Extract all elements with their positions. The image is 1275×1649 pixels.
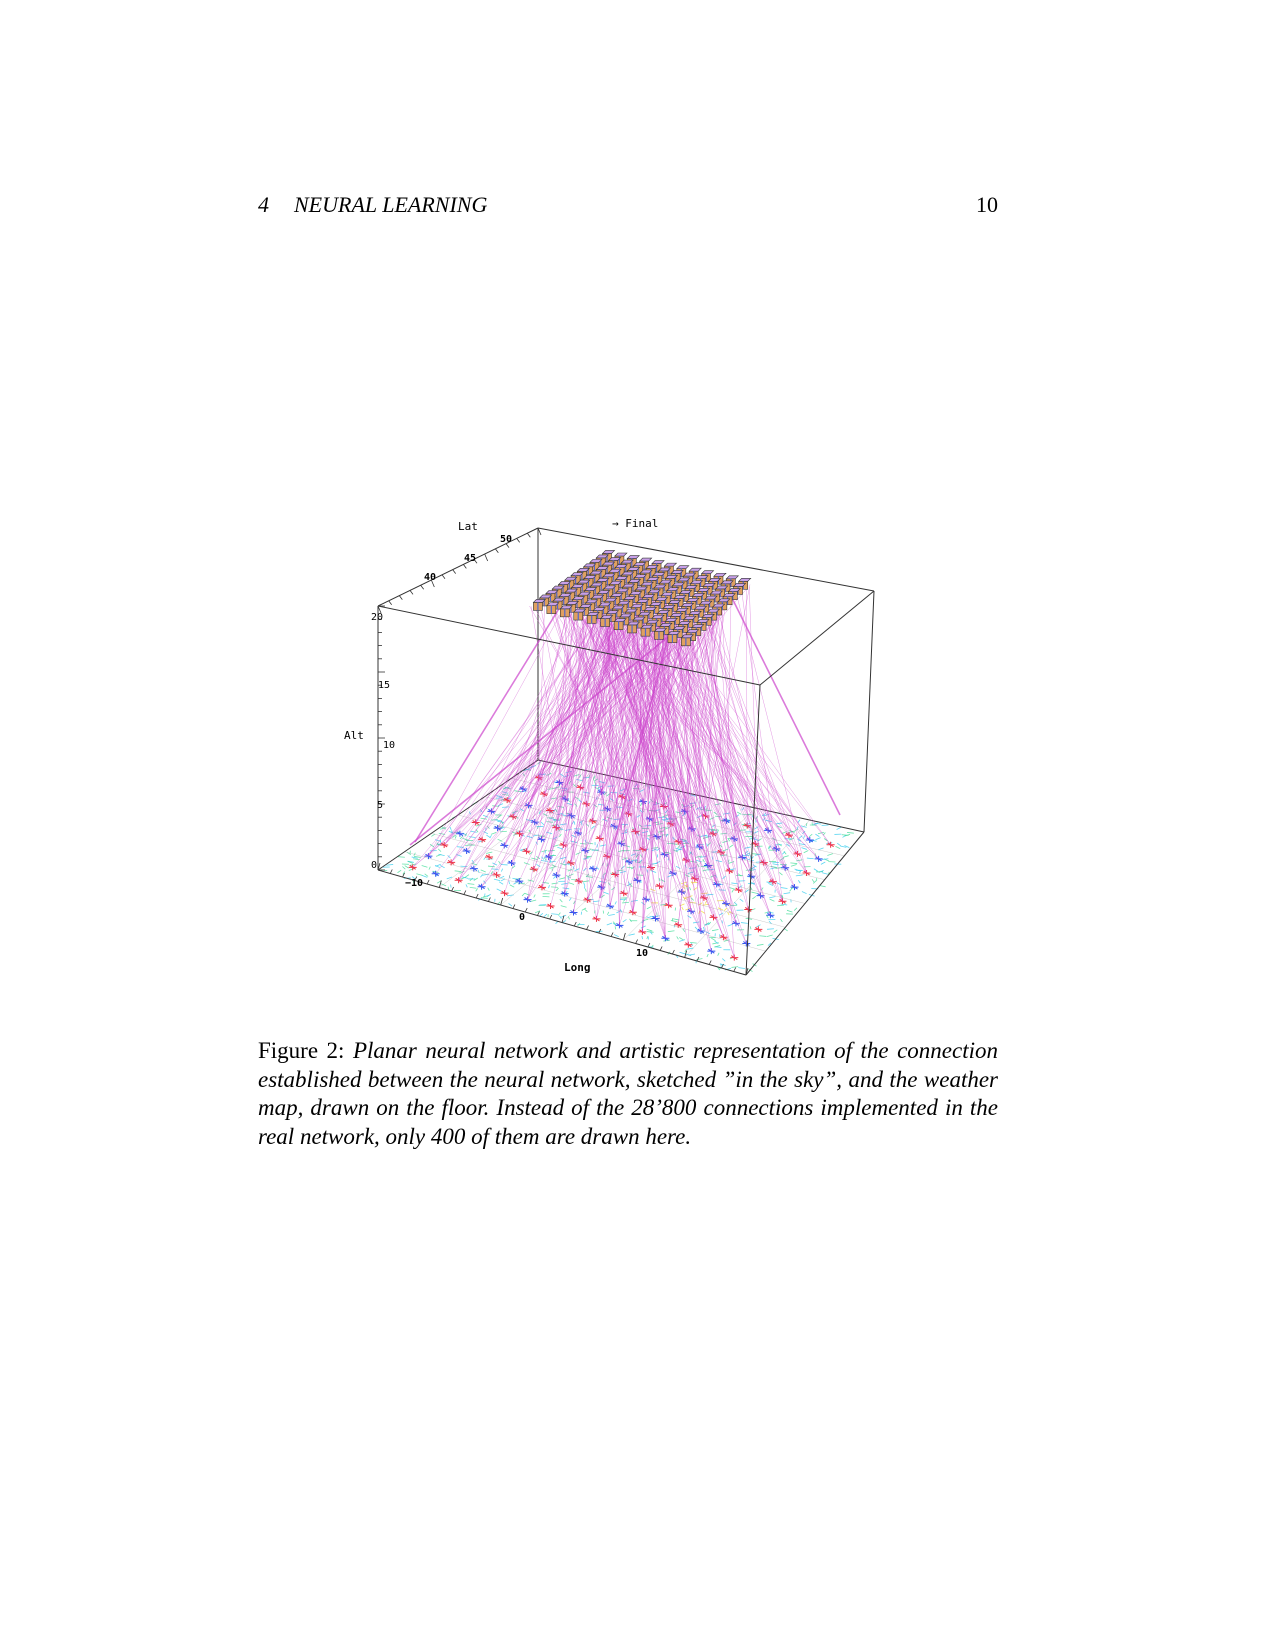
field-stroke <box>750 926 751 929</box>
field-stroke <box>719 913 723 915</box>
field-stroke <box>790 863 797 864</box>
field-stroke <box>738 968 745 969</box>
field-stroke <box>604 892 609 894</box>
field-stroke <box>629 934 635 935</box>
lat-tick-mark <box>421 585 424 589</box>
field-stroke <box>583 881 590 882</box>
alt-tick-0: 0 <box>371 860 378 871</box>
lat-tick-mark <box>517 538 520 542</box>
alt-tick-20: 20 <box>371 612 384 623</box>
long-tick-mark <box>587 926 589 930</box>
field-stroke <box>836 846 841 848</box>
field-stroke <box>398 857 405 858</box>
lat-tick-45: 45 <box>464 553 477 564</box>
field-stroke <box>696 860 702 862</box>
lat-tick-mark <box>389 601 392 605</box>
neuron-top <box>640 558 652 561</box>
long-axis-label: Long <box>564 961 591 974</box>
box-edge <box>864 591 874 832</box>
field-stroke <box>679 938 683 940</box>
long-tick-mark <box>513 905 515 909</box>
field-stroke <box>425 874 428 877</box>
field-stroke <box>781 888 788 889</box>
neuron-top <box>652 561 664 564</box>
field-stroke <box>640 803 642 806</box>
field-stroke <box>779 872 782 875</box>
alt-axis-label: Alt <box>344 729 364 742</box>
field-stroke <box>466 884 467 887</box>
field-stroke <box>777 905 784 906</box>
field-stroke <box>607 923 612 925</box>
field-stroke <box>551 914 558 915</box>
field-stroke <box>787 910 793 912</box>
field-stroke <box>470 878 473 881</box>
field-stroke <box>544 914 547 917</box>
field-stroke <box>815 834 819 836</box>
section-number: 4 <box>258 192 269 217</box>
field-stroke <box>754 831 759 833</box>
long-tick-mark <box>488 898 490 902</box>
field-stroke <box>614 935 619 937</box>
field-stroke <box>740 899 743 902</box>
long-tick-mark <box>390 870 392 874</box>
long-tick-mark <box>734 968 736 972</box>
field-stroke <box>822 825 829 826</box>
lat-tick-mark <box>453 570 456 574</box>
field-stroke <box>486 852 492 853</box>
alt-tick-10: 10 <box>383 740 396 751</box>
field-stroke <box>768 883 773 885</box>
field-stroke <box>837 827 841 829</box>
box-edge <box>378 528 538 606</box>
field-stroke <box>502 807 509 808</box>
lat-tick-40: 40 <box>424 572 437 583</box>
field-stroke <box>802 891 807 893</box>
field-stroke <box>451 885 452 888</box>
field-stroke <box>731 967 738 968</box>
field-stroke <box>560 824 567 825</box>
neuron-top <box>615 553 627 556</box>
field-stroke <box>617 870 624 871</box>
field-stroke <box>772 862 779 863</box>
field-stroke <box>809 834 812 837</box>
neuron-top <box>627 556 639 559</box>
field-stroke <box>487 894 491 896</box>
field-stroke <box>711 938 715 940</box>
field-stroke <box>679 940 685 942</box>
field-stroke <box>530 900 536 902</box>
connection-bundle <box>728 590 840 815</box>
long-tick-neg10: −10 <box>405 878 424 889</box>
long-tick-mark <box>660 947 662 951</box>
field-stroke <box>818 848 823 850</box>
field-stroke <box>847 832 854 833</box>
field-stroke <box>737 812 741 814</box>
neuron-top <box>739 578 751 581</box>
lat-tick-mark <box>399 596 402 600</box>
field-stroke <box>585 889 586 892</box>
section-title: NEURAL LEARNING <box>294 192 488 217</box>
field-stroke <box>642 936 643 939</box>
long-tick-mark <box>476 894 478 898</box>
field-stroke <box>680 952 686 954</box>
field-stroke <box>769 897 775 898</box>
lat-tick-mark <box>527 533 530 537</box>
long-tick-mark <box>709 961 711 965</box>
field-stroke <box>510 885 514 887</box>
alt-tick-5: 5 <box>377 800 384 811</box>
field-stroke <box>707 844 708 847</box>
field-stroke <box>770 899 775 901</box>
long-tick-mark <box>611 933 613 937</box>
field-stroke <box>794 908 797 911</box>
field-stroke <box>647 929 653 931</box>
long-tick-0: 0 <box>519 912 526 923</box>
field-stroke <box>781 904 788 905</box>
field-stroke <box>663 940 670 941</box>
field-stroke <box>707 894 714 895</box>
field-stroke <box>402 866 405 869</box>
field-stroke <box>677 936 679 939</box>
field-stroke <box>540 913 543 916</box>
field-stroke <box>455 836 456 839</box>
long-tick-mark <box>464 891 466 895</box>
lat-axis-label: Lat <box>458 520 478 533</box>
field-stroke <box>565 829 571 830</box>
field-stroke <box>801 848 807 850</box>
field-stroke <box>748 859 754 860</box>
field-stroke <box>469 837 476 838</box>
alt-tick-15: 15 <box>378 680 391 691</box>
long-tick-10: 10 <box>636 948 649 959</box>
field-stroke <box>561 906 567 908</box>
field-stroke <box>712 930 718 931</box>
field-stroke <box>560 899 563 902</box>
field-stroke <box>481 818 487 819</box>
figure-caption <box>258 1037 998 1151</box>
long-tick-mark <box>672 950 674 954</box>
field-stroke <box>559 878 565 880</box>
field-stroke <box>752 896 755 899</box>
field-stroke <box>465 875 469 878</box>
lat-tick-mark <box>410 590 413 594</box>
box-edge <box>746 832 864 975</box>
lat-tick-50: 50 <box>500 534 513 545</box>
field-stroke <box>509 903 512 906</box>
field-stroke <box>488 866 495 867</box>
field-stroke <box>798 880 800 883</box>
field-stroke <box>837 843 840 846</box>
field-stroke <box>682 907 684 910</box>
field-stroke <box>397 870 401 873</box>
field-stroke <box>707 954 708 957</box>
field-stroke <box>784 893 791 894</box>
caption-text: Planar neural network and artistic representation of the connection established between the neural network, sketched ”in the sky”, and the weather map, drawn on the floor. Instead of the 28’800 connections implemented in the real network, only 400 of them are drawn here. <box>258 1038 998 1149</box>
field-stroke <box>552 883 559 884</box>
field-stroke <box>703 927 704 930</box>
lat-tick-mark <box>463 564 466 568</box>
field-stroke <box>623 919 627 922</box>
field-stroke <box>647 936 648 939</box>
field-stroke <box>799 836 802 839</box>
page-number: 10 <box>976 192 998 217</box>
field-stroke <box>767 935 773 937</box>
field-stroke <box>481 870 486 872</box>
field-stroke <box>722 959 725 962</box>
field-stroke <box>773 864 779 865</box>
lat-tick-mark <box>442 575 445 579</box>
field-stroke <box>549 885 550 888</box>
field-stroke <box>630 919 632 922</box>
neuron-top <box>664 563 676 566</box>
field-stroke <box>651 871 656 873</box>
field-stroke <box>497 889 502 891</box>
field-stroke <box>468 884 475 885</box>
field-stroke <box>827 854 833 856</box>
field-stroke <box>414 856 421 857</box>
field-stroke <box>405 866 409 869</box>
field-stroke <box>476 888 478 891</box>
field-stroke <box>584 909 587 912</box>
field-stroke <box>695 927 698 930</box>
field-stroke <box>718 953 719 956</box>
long-tick-mark <box>427 880 429 884</box>
long-tick-mark <box>550 915 552 919</box>
field-stroke <box>429 867 430 870</box>
field-stroke <box>804 836 805 839</box>
field-stroke <box>804 851 809 853</box>
field-stroke <box>615 901 616 904</box>
field-stroke <box>807 858 814 859</box>
field-stroke <box>821 862 825 864</box>
field-stroke <box>409 869 414 871</box>
field-stroke <box>569 898 571 901</box>
field-stroke <box>495 820 502 821</box>
field-stroke <box>494 879 500 880</box>
field-stroke <box>790 888 792 891</box>
field-stroke <box>690 942 697 943</box>
field-stroke <box>448 887 449 890</box>
field-stroke <box>534 895 535 898</box>
field-stroke <box>812 879 814 882</box>
connection-line <box>664 597 771 915</box>
field-stroke <box>553 876 555 879</box>
field-stroke <box>450 827 451 830</box>
field-stroke <box>671 921 677 922</box>
field-stroke <box>413 859 420 860</box>
field-stroke <box>822 873 828 875</box>
field-stroke <box>522 893 525 896</box>
field-stroke <box>607 912 608 915</box>
field-stroke <box>759 936 766 937</box>
field-stroke <box>791 864 797 866</box>
field-stroke <box>620 899 627 900</box>
field-stroke <box>558 913 560 916</box>
field-stroke <box>594 779 598 781</box>
field-stroke <box>814 869 818 872</box>
field-stroke <box>509 881 510 884</box>
neuron-top <box>702 571 714 574</box>
field-stroke <box>486 835 490 838</box>
field-stroke <box>732 889 734 892</box>
field-stroke <box>500 831 507 832</box>
field-stroke <box>559 916 561 919</box>
field-stroke <box>499 882 503 884</box>
field-stroke <box>724 908 727 911</box>
field-stroke <box>678 845 680 848</box>
neuron-top <box>677 566 689 569</box>
field-stroke <box>608 914 615 915</box>
connection-line <box>539 604 545 778</box>
field-stroke <box>728 912 730 915</box>
field-stroke <box>541 822 544 825</box>
field-stroke <box>673 919 679 920</box>
field-stroke <box>470 887 477 888</box>
floor-grid-line <box>685 820 810 958</box>
field-stroke <box>683 929 685 932</box>
field-stroke <box>783 856 789 858</box>
field-stroke <box>501 869 502 872</box>
field-stroke <box>386 864 393 865</box>
figure-title: → Final <box>612 517 659 530</box>
field-stroke <box>751 892 757 893</box>
field-stroke <box>729 845 733 848</box>
field-stroke <box>576 852 581 854</box>
field-stroke <box>798 820 800 823</box>
field-stroke <box>647 907 651 909</box>
field-stroke <box>416 874 422 876</box>
field-stroke <box>488 888 490 891</box>
field-stroke <box>780 919 782 922</box>
field-stroke <box>796 875 803 876</box>
field-stroke <box>556 888 559 891</box>
field-stroke <box>422 866 428 868</box>
marker-red <box>754 926 762 932</box>
field-stroke <box>650 889 655 891</box>
field-stroke <box>735 915 736 918</box>
neuron-top <box>603 550 615 553</box>
field-stroke <box>815 838 820 840</box>
field-stroke <box>580 843 587 844</box>
field-stroke <box>541 861 548 862</box>
box-edge <box>760 591 874 685</box>
field-stroke <box>757 944 764 945</box>
field-stroke <box>584 883 585 886</box>
long-tick-mark <box>452 887 454 891</box>
neuron-top <box>726 576 738 579</box>
field-stroke <box>615 926 616 929</box>
field-stroke <box>569 883 574 885</box>
field-stroke <box>777 883 781 885</box>
field-stroke <box>668 931 675 932</box>
long-tick-mark <box>525 908 527 912</box>
field-stroke <box>774 930 778 933</box>
field-stroke <box>741 923 748 924</box>
neuron-top <box>714 573 726 576</box>
caption-label: Figure 2: <box>258 1038 345 1063</box>
lat-tick-mark <box>495 549 498 553</box>
field-stroke <box>690 887 691 890</box>
long-tick-mark <box>636 940 638 944</box>
field-stroke <box>480 874 482 877</box>
neuron-top <box>689 568 701 571</box>
lat-tick-mark <box>485 554 488 561</box>
field-stroke <box>767 929 774 930</box>
field-stroke <box>676 866 680 868</box>
long-tick-mark <box>574 922 576 926</box>
field-stroke <box>438 849 441 852</box>
field-stroke <box>548 788 555 789</box>
